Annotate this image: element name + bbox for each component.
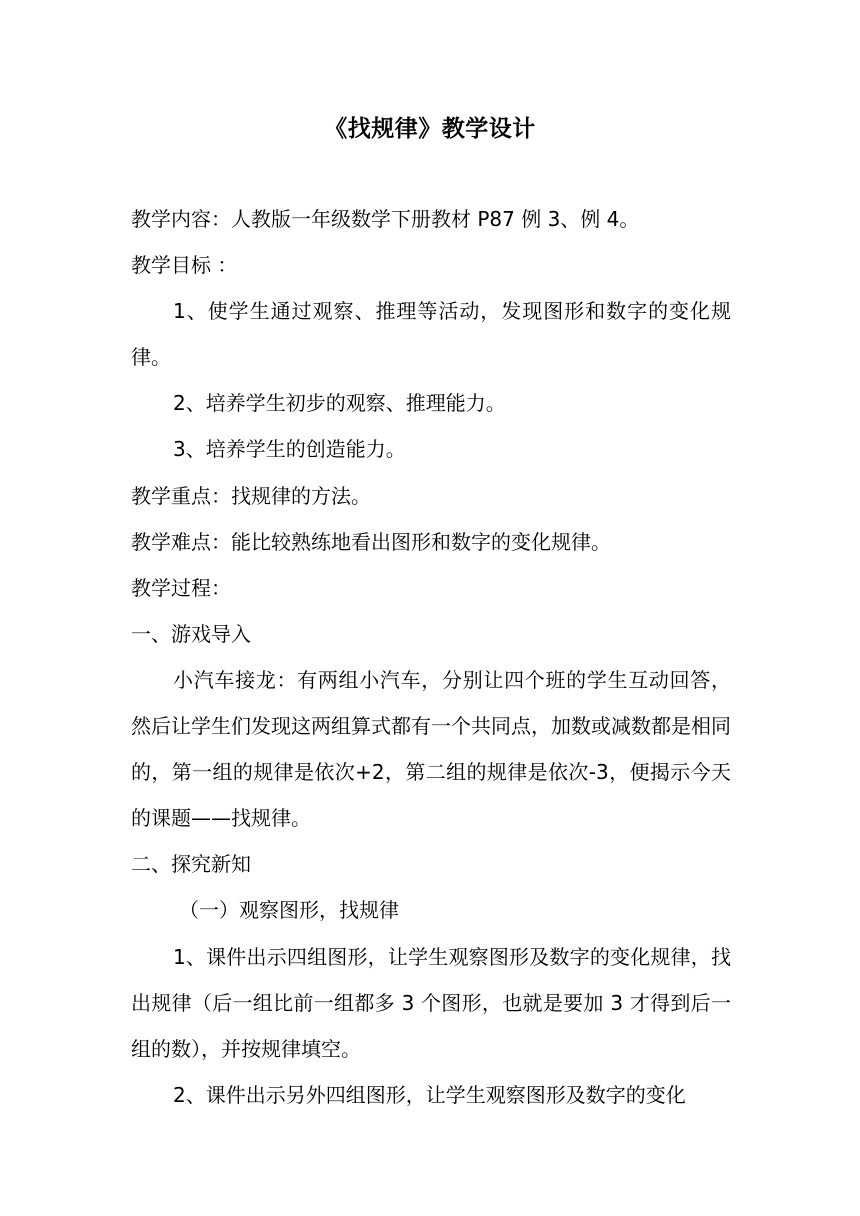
step-2-paragraph: 2、课件出示另外四组图形，让学生观察图形及数字的变化 bbox=[173, 1082, 686, 1107]
teaching-goals-heading: 教学目标 ： bbox=[131, 253, 238, 278]
section-heading-2: 二、探究新知 bbox=[131, 852, 251, 877]
teaching-process-heading: 教学过程： bbox=[131, 575, 231, 600]
document-body bbox=[131, 196, 731, 1118]
teaching-difficulty-line: 教学难点：能比较熟练地看出图形和数字的变化规律。 bbox=[131, 529, 611, 554]
goal-item-1: 1、使学生通过观察、推理等活动，发现图形和数字的变化规律。 bbox=[131, 299, 731, 370]
teaching-focus-line: 教学重点：找规律的方法。 bbox=[131, 483, 371, 508]
game-intro-paragraph: 小汽车接龙：有两组小汽车，分别让四个班的学生互动回答，然后让学生们发现这两组算式都有一个共同点，加数或减数都是相同的，第一组的规律是依次+2，第二组的规律是依次-3，便揭示今天的课题——找规律。 bbox=[131, 667, 731, 831]
teaching-content-line: 教学内容：人教版一年级数学下册教材 P87 例 3、例 4。 bbox=[131, 207, 640, 231]
subsection-heading-1: （一）观察图形，找规律 bbox=[179, 898, 399, 923]
document-title: 《找规律》教学设计 bbox=[324, 116, 536, 142]
step-1-paragraph: 1、课件出示四组图形，让学生观察图形及数字的变化规律，找出规律（后一组比前一组都多 3 个图形，也就是要加 3 才得到后一组的数），并按规律填空。 bbox=[131, 944, 731, 1061]
section-heading-1: 一、游戏导入 bbox=[131, 621, 251, 646]
goal-item-3: 3、培养学生的创造能力。 bbox=[173, 437, 406, 462]
goal-item-2: 2、培养学生初步的观察、推理能力。 bbox=[173, 391, 506, 416]
